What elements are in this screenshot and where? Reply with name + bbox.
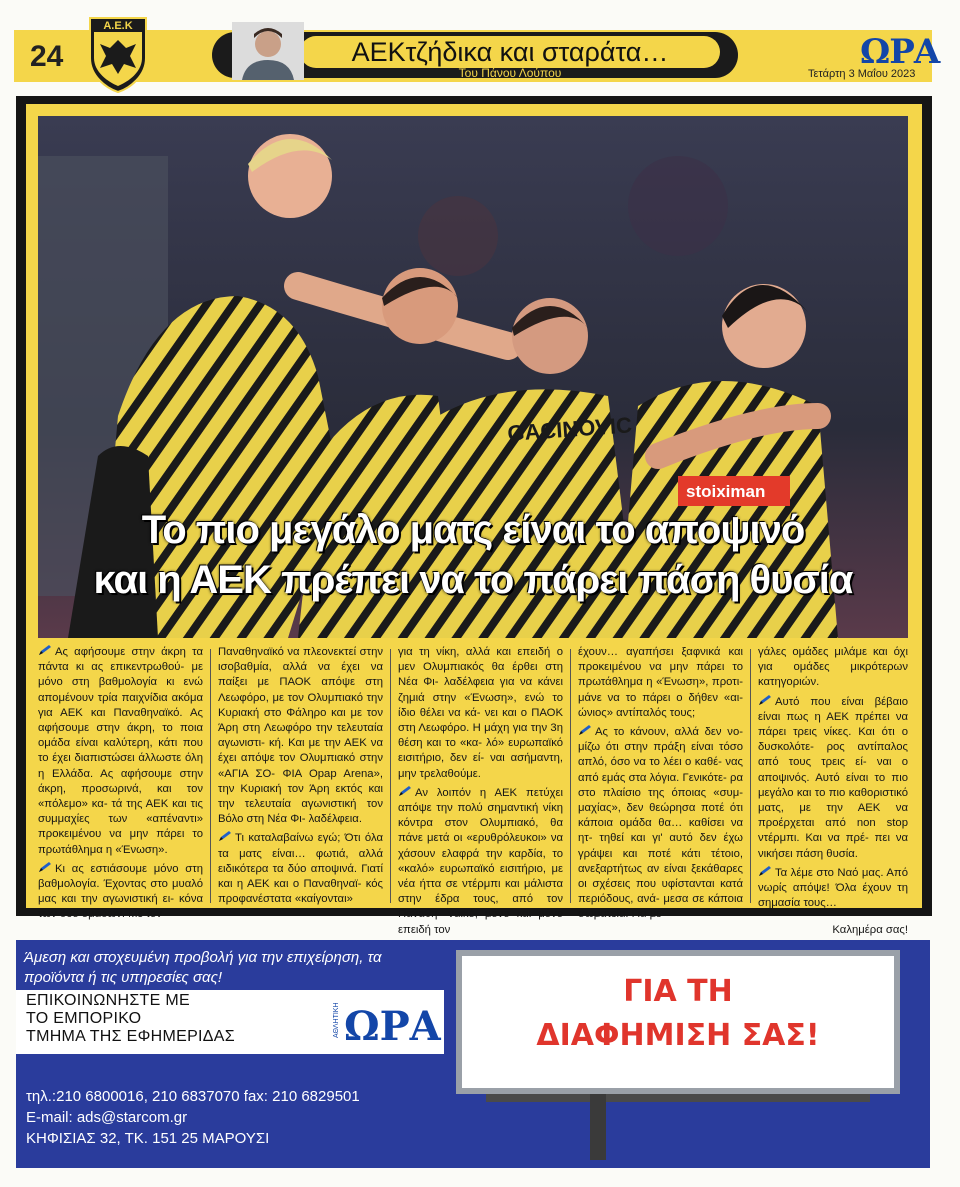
crest-letters: Α.Ε.Κ xyxy=(103,20,133,32)
paragraph: Κι ας εστιάσουμε μόνο στη βαθμολογία. Έχοντας στο μυαλό μας και την αγωνιστική ει- κόνα των δύο ομάδων. Με τον xyxy=(38,862,203,921)
text-column-3 xyxy=(398,645,563,936)
logo-text: ΩΡΑ xyxy=(344,1003,441,1050)
pen-icon xyxy=(38,862,52,873)
contact-line: ΤΟ ΕΜΠΟΡΙΚΟ xyxy=(26,1010,142,1027)
logo-small-text: ΑΘΛΗΤΙΚΗ xyxy=(333,1002,340,1038)
byline: Του Πάνου Λούπου xyxy=(458,66,562,80)
contact-line: ΕΠΙΚΟΙΝΩΝΗΣΤΕ ΜΕ xyxy=(26,992,190,1009)
billboard-text xyxy=(456,970,900,1058)
headline-line-1: Το πιο μεγάλο ματς είναι το αποψινό xyxy=(141,508,805,552)
text-column-2 xyxy=(218,645,383,907)
contact-line: ΤΜΗΜΑ ΤΗΣ ΕΦΗΜΕΡΙΔΑΣ xyxy=(26,1028,235,1045)
billboard-rail xyxy=(486,1094,870,1102)
paragraph: Αυτό που είναι βέβαιο είναι πως η ΑΕΚ πρέπει να πάρει τρεις νίκες. Και ότι ο δυσκολότε- ρος αντίπαλος από τους τρεις εί- ναι ο αποψινός. Αυτό είναι το πιο μεγάλο και το πιο καθοριστικό ματς, με την ΑΕΚ να προέρχεται από non stop ντέρμπι. Και να πρέ- πει να νικήσει πάση θυσία. xyxy=(758,695,908,860)
headline-line-2: και η ΑΕΚ πρέπει να το πάρει πάση θυσία xyxy=(93,558,853,602)
paragraph: Ας το κάνουν, αλλά δεν νο- μίζω ότι στην πράξη είναι τόσο απλό, όσο να το λέει ο καθέ- νας από εμάς στα λόγια. Γενικότε- ρα στο πλαίσιο της όποιας «συμ- μαχίας», δεν θεώρησα ποτέ ότι κάποια ομάδα θα… καθίσει να ητ- τηθεί και γι' αυτό δεν έχω γράψει και ποτέ κάτι τέτοιο, ανεξαρτήτως αν είναι ξεκάθαρες οι σχέσεις που υφίστανται κατά περιόδους, ανά- μεσα σε κάποια σωματεία. Για με- xyxy=(578,726,743,921)
pen-icon xyxy=(758,866,772,877)
issue-date: Τετάρτη 3 Μαΐου 2023 xyxy=(808,68,916,80)
newspaper-logo: ΩΡΑ xyxy=(860,32,940,72)
text-column-5 xyxy=(758,645,908,937)
paragraph: Αν λοιπόν η ΑΕΚ πετύχει απόψε την πολύ σημαντική νίκη κόντρα στον Ολυμπιακό, θα πάνε μετά οι «ερυθρόλευκοι» να χάσουν ελαφρά την καρδία, το «καλό» ευρωπαϊκό εισιτήριο, με νέα ήττα σε ντέρμπι και μάλιστα στην έδρα τους, από τον Παναθη- ναϊκό, μόνο και μόνο επειδή τον xyxy=(398,786,563,936)
paragraph: Ας αφήσουμε στην άκρη τα πάντα κι ας επικεντρωθού- με μόνο στη βαθμολογία κι ενώ απομένουν τρία παιχνίδια ακόμα για ΑΕΚ και Παναθηναϊκό. Ας αφήσουμε στην άκρη, το ποια ομάδα είναι καλύτερη, κάτι που το έχει διαπιστώσει άλλωστε όλη η Ελλάδα. Ας αφήσουμε στην άκρη, προσωρινά, και τον «πόλεμο» κα- τά της ΑΕΚ και τις συμμαχίες των «απέναντι» προκειμένου να μην πάρει το πρωτάθλημα η «Ένωση». xyxy=(38,646,203,856)
billboard-pole xyxy=(590,1094,606,1160)
paragraph: Τα λέμε στο Ναό μας. Από νωρίς απόψε! Όλα έχουν τη σημασία τους… xyxy=(758,866,908,910)
page-number: 24 xyxy=(30,40,64,73)
ad-contact-text xyxy=(26,992,326,1046)
text-column-1 xyxy=(38,645,203,921)
signoff: Καλημέρα σας! xyxy=(832,924,908,937)
ad-tagline: Άμεση και στοχευμένη προβολή για την επιχείρηση, τα προϊόντα ή τις υπηρεσίες σας! xyxy=(24,949,382,986)
author-portrait xyxy=(232,22,304,80)
text-column-4 xyxy=(578,645,743,921)
article-headline xyxy=(38,505,908,605)
pen-icon xyxy=(578,725,592,736)
column-title: ΑΕΚτζήδικα και σταράτα… xyxy=(351,37,669,67)
pen-icon xyxy=(38,645,52,656)
billboard-line-2: ΔΙΑΦΗΜΙΣΗ ΣΑΣ! xyxy=(536,1018,820,1053)
ad-email: E-mail: ads@starcom.gr xyxy=(26,1109,188,1126)
paragraph: γάλες ομάδες μιλάμε και όχι για ομάδες μικρότερων κατηγοριών. xyxy=(758,646,908,689)
paragraph: Παναθηναϊκό να πλεονεκτεί στην ισοβαθμία, αλλά να έχει να παίξει με ΠΑΟΚ απόψε στη Λεωφόρο, με τον Ολυμπιακό την Κυριακή στο Φάληρο και με τον Άρη στη Λεωφόρο την τελευταία αγωνιστι- κή. Και με την ΑΕΚ να έχει απόψε τον Ολυμπιακό στην «ΑΓΙΑ ΣΟ- ΦΙΑ Opap Arena», την Κυριακή τον Άρη εκτός και την τελευταία αγωνιστική τον Βόλο στη Νέα Φι- λαδέλφεια. xyxy=(218,646,383,826)
aek-crest-icon xyxy=(86,14,150,94)
ad-address: ΚΗΦΙΣΙΑΣ 32, ΤΚ. 151 25 ΜΑΡΟΥΣΙ xyxy=(26,1130,270,1147)
paragraph: για τη νίκη, αλλά και επειδή ο μεν Ολυμπιακός θα έρθει στη Νέα Φι- λαδέλφεια για να κάνει ζημιά στην «Ένωση», ενώ το ίδιο θέλει να κά- νει και ο ΠΑΟΚ στη Λεωφόρο. Η μάχη για την 3η θέση και το «κα- λό» ευρωπαϊκό εισιτήριο, δεν εί- ναι ασήμαντη, μην τρελαθούμε. xyxy=(398,646,563,780)
ora-logo xyxy=(330,994,441,1050)
paragraph: έχουν… αγαπήσει ξαφνικά και προκειμένου να μην πάρει το πρωτάθλημα η «Ένωση», προτι- μάνε να το πάρει ο δήθεν «αι- ώνιος» αντίπαλός τους; xyxy=(578,646,743,719)
column-divider xyxy=(750,649,751,903)
jersey-name: GACINOVIC xyxy=(506,412,633,446)
column-divider xyxy=(210,649,211,903)
article-body xyxy=(38,645,908,937)
paragraph: Τι καταλαβαίνω εγώ; Ότι όλα τα ματς είναι… φωτιά, αλλά ειδικότερα τα δύο αποψινά. Γιατί και η ΑΕΚ και ο Παναθηναϊ- κός προφανέστατα «καίγονται» xyxy=(218,832,383,906)
column-divider xyxy=(390,649,391,903)
pen-icon xyxy=(398,786,412,797)
pen-icon xyxy=(218,831,232,842)
ad-contact-details xyxy=(26,1086,466,1149)
pen-icon xyxy=(758,695,772,706)
ad-phone: τηλ.:210 6800016, 210 6837070 fax: 210 6829501 xyxy=(26,1088,360,1105)
sponsor-logo: stoiximan xyxy=(686,482,766,501)
billboard-line-1: ΓΙΑ ΤΗ xyxy=(623,974,733,1009)
column-divider xyxy=(570,649,571,903)
